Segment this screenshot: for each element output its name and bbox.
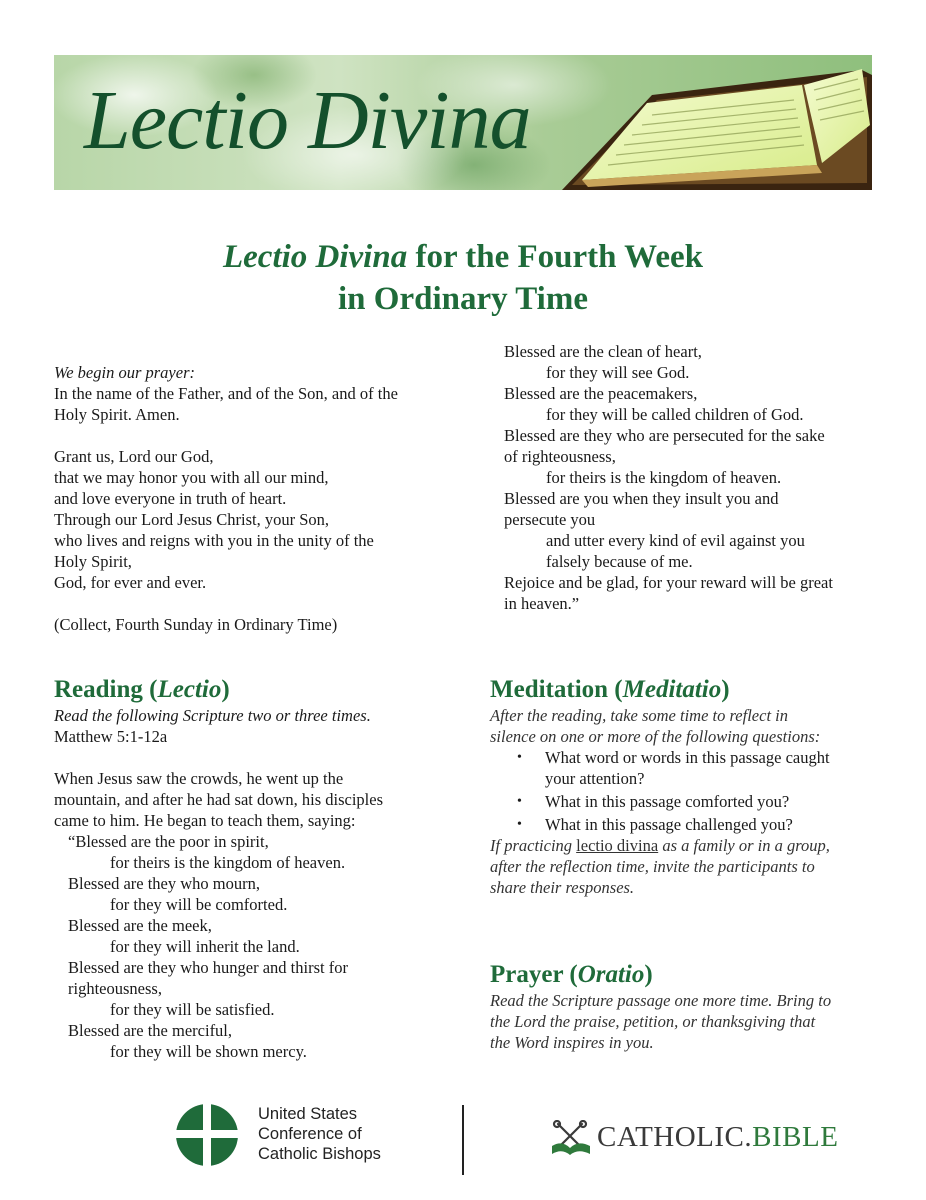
header-banner: [54, 55, 872, 190]
collect-line: Holy Spirit,: [54, 552, 132, 571]
group-note-line: after the reflection time, invite the participants to: [490, 857, 815, 876]
beatitude-line: in heaven.”: [504, 594, 580, 613]
question-item: • What word or words in this passage caught your attention?: [490, 747, 885, 789]
collect-line: Grant us, Lord our God,: [54, 447, 214, 466]
collect-line: and love everyone in truth of heart.: [54, 489, 287, 508]
prayer-instruction: the Lord the praise, petition, or thanksgiving that: [490, 1012, 816, 1031]
meditation-instruction: silence on one or more of the following questions:: [490, 727, 821, 746]
collect-line: that we may honor you with all our mind,: [54, 468, 329, 487]
beatitude-line: Blessed are you when they insult you and: [504, 489, 779, 508]
open-bible-icon: [532, 55, 872, 190]
beatitudes-continued: [504, 341, 884, 614]
group-note-line: share their responses.: [490, 878, 635, 897]
beatitude-line: for they will be shown mercy.: [110, 1042, 307, 1061]
beatitude-line: righteousness,: [68, 979, 162, 998]
usccb-logo-icon: [175, 1103, 239, 1167]
collect-line: God, for ever and ever.: [54, 573, 207, 592]
opening-prayer: [54, 362, 454, 635]
beatitude-line: for theirs is the kingdom of heaven.: [546, 468, 782, 487]
beatitude-line: for they will see God.: [546, 363, 690, 382]
beatitude-line: “Blessed are the poor in spirit,: [68, 832, 269, 851]
question-item: • What in this passage challenged you?: [490, 814, 885, 835]
opening-intro: We begin our prayer:: [54, 363, 195, 382]
reading-heading: Reading (Lectio): [54, 676, 230, 703]
beatitude-line: Blessed are the meek,: [68, 916, 212, 935]
beatitude-line: Blessed are they who mourn,: [68, 874, 260, 893]
meditation-heading: Meditation (Meditatio): [490, 676, 730, 703]
beatitude-line: of righteousness,: [504, 447, 616, 466]
beatitude-line: falsely because of me.: [546, 552, 693, 571]
beatitude-line: for they will be called children of God.: [546, 405, 804, 424]
prayer-heading: Prayer (Oratio): [490, 961, 653, 988]
prayer-instruction: the Word inspires in you.: [490, 1033, 654, 1052]
title-rest: for the Fourth Week: [407, 239, 703, 275]
footer-divider: [462, 1105, 464, 1175]
question-list: [490, 747, 885, 835]
beatitude-line: and utter every kind of evil against you: [546, 531, 805, 550]
beatitude-line: Blessed are they who hunger and thirst for: [68, 958, 348, 977]
title-line-2: in Ordinary Time: [338, 281, 588, 317]
banner-title: Lectio Divina: [84, 74, 531, 167]
reading-intro-line: came to him. He began to teach them, saying:: [54, 811, 356, 830]
collect-line: Through our Lord Jesus Christ, your Son,: [54, 510, 329, 529]
prayer-instruction: Read the Scripture passage one more time. Bring to: [490, 991, 832, 1010]
question-item: • What in this passage comforted you?: [490, 791, 885, 812]
reading-instruction: Read the following Scripture two or three times.: [54, 706, 371, 725]
beatitude-line: Blessed are they who are persecuted for the sake: [504, 426, 825, 445]
invocation-line: In the name of the Father, and of the Son, and of the: [54, 384, 398, 403]
keys-book-icon: [548, 1120, 594, 1156]
invocation-line: Holy Spirit. Amen.: [54, 405, 180, 424]
beatitude-line: Blessed are the clean of heart,: [504, 342, 702, 361]
beatitude-line: for they will be satisfied.: [110, 1000, 275, 1019]
lectio-divina-link[interactable]: lectio divina: [576, 836, 659, 855]
collect-line: who lives and reigns with you in the unity of the: [54, 531, 374, 550]
beatitude-line: persecute you: [504, 510, 596, 529]
catholic-bible-wordmark: CATHOLIC.BIBLE: [597, 1121, 839, 1153]
beatitude-line: for they will inherit the land.: [110, 937, 300, 956]
beatitude-line: Blessed are the peacemakers,: [504, 384, 698, 403]
page-title: [0, 236, 926, 320]
scripture-citation: Matthew 5:1-12a: [54, 727, 168, 746]
title-italic: Lectio Divina: [223, 239, 408, 275]
beatitude-line: Blessed are the merciful,: [68, 1021, 233, 1040]
meditation-instruction: After the reading, take some time to reflect in: [490, 706, 788, 725]
beatitude-line: for theirs is the kingdom of heaven.: [110, 853, 346, 872]
reading-intro-line: mountain, and after he had sat down, his disciples: [54, 790, 384, 809]
beatitude-line: Rejoice and be glad, for your reward will be great: [504, 573, 833, 592]
reading-intro-line: When Jesus saw the crowds, he went up the: [54, 769, 344, 788]
group-note: If practicing lectio divina as a family or in a group,: [490, 836, 830, 855]
beatitude-line: for they will be comforted.: [110, 895, 288, 914]
reading-section: [54, 675, 454, 1062]
prayer-section: [490, 960, 885, 1053]
collect-source: (Collect, Fourth Sunday in Ordinary Time): [54, 615, 338, 634]
usccb-name: United States Conference of Catholic Bishops: [258, 1105, 381, 1163]
meditation-section: [490, 675, 885, 898]
